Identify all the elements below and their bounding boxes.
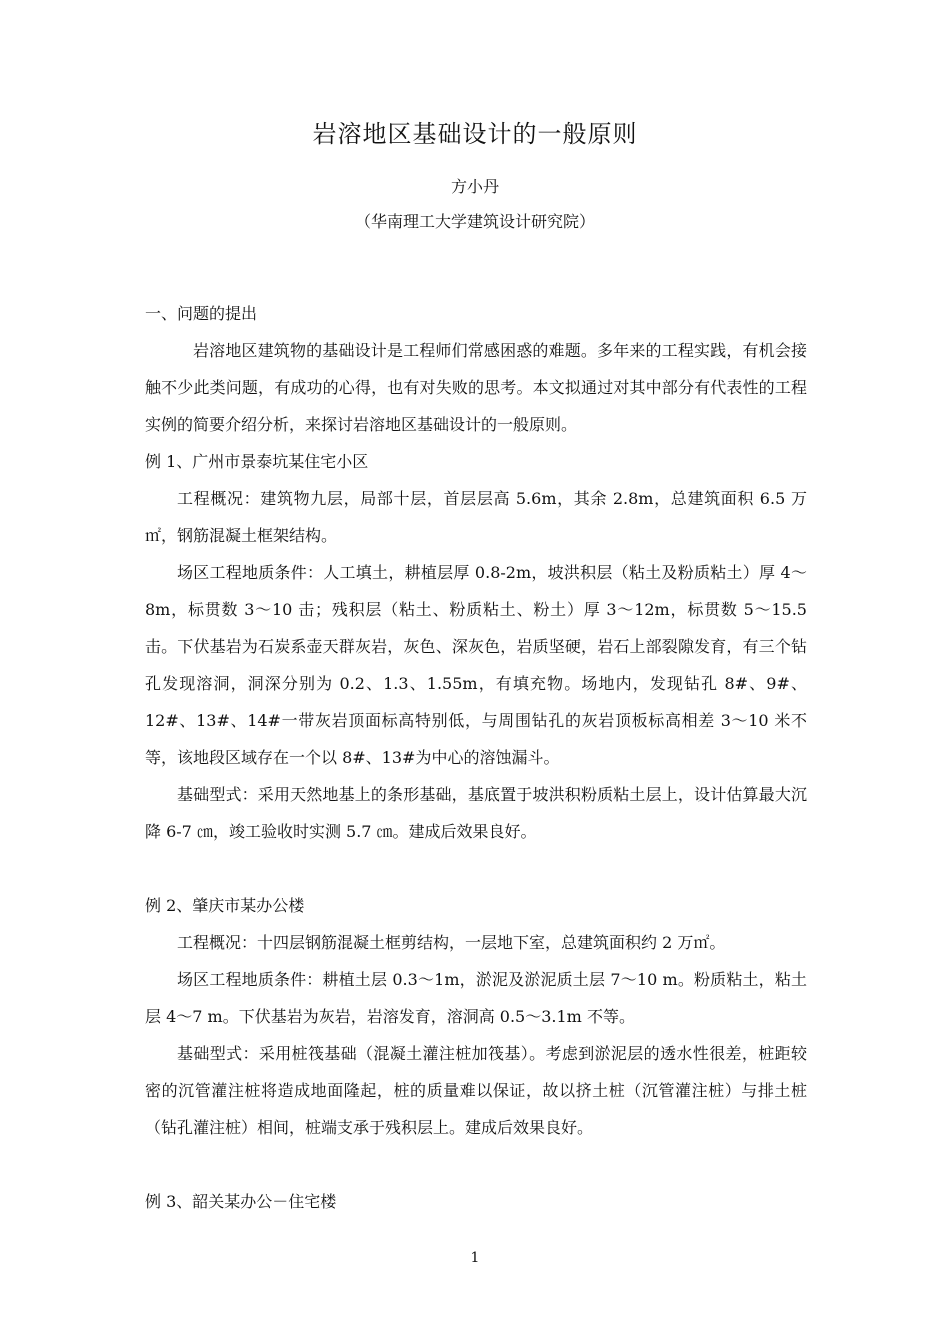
paragraph-intro: 岩溶地区建筑物的基础设计是工程师们常感困惑的难题。多年来的工程实践，有机会接触不少此类问题，有成功的心得，也有对失败的思考。本文拟通过对其中部分有代表性的工程实例的简要介绍分析，来探讨岩溶地区基础设计的一般原则。 bbox=[145, 341, 807, 434]
example-1-overview: 工程概况：建筑物九层，局部十层，首层层高 5.6m，其余 2.8m，总建筑面积 6.5 万㎡，钢筋混凝土框架结构。 bbox=[145, 489, 807, 545]
author-name: 方小丹 bbox=[450, 177, 499, 196]
document-title: 岩溶地区基础设计的一般原则 bbox=[312, 120, 638, 148]
example-3-heading: 例 3、韶关某办公－住宅楼 bbox=[145, 1192, 337, 1211]
example-2-heading: 例 2、肇庆市某办公楼 bbox=[145, 896, 305, 915]
example-2-foundation: 基础型式：采用桩筏基础（混凝土灌注桩加筏基）。考虑到淤泥层的透水性很差，桩距较密的沉管灌注桩将造成地面隆起，桩的质量难以保证，故以挤土桩（沉管灌注桩）与排土桩（钻孔灌注桩）相间，桩端支承于残积层上。建成后效果良好。 bbox=[145, 1044, 807, 1137]
example-1-heading: 例 1、广州市景泰坑某住宅小区 bbox=[145, 452, 369, 471]
author-affiliation: （华南理工大学建筑设计研究院） bbox=[354, 212, 595, 231]
document-body bbox=[145, 295, 807, 1220]
paragraph-gap bbox=[145, 850, 807, 887]
example-2-geology: 场区工程地质条件：耕植土层 0.3～1m，淤泥及淤泥质土层 7～10 m。粉质粘土，粘土层 4～7 m。下伏基岩为灰岩，岩溶发育，溶洞高 0.5～3.1m 不等。 bbox=[145, 970, 807, 1026]
paragraph-gap bbox=[145, 1146, 807, 1183]
page-number: 1 bbox=[470, 1250, 480, 1266]
section-heading: 一、问题的提出 bbox=[145, 304, 258, 323]
example-2-overview: 工程概况：十四层钢筋混凝土框剪结构，一层地下室，总建筑面积约 2 万㎡。 bbox=[177, 933, 726, 952]
example-1-foundation: 基础型式：采用天然地基上的条形基础，基底置于坡洪积粉质粘土层上，设计估算最大沉降 6-7 ㎝，竣工验收时实测 5.7 ㎝。建成后效果良好。 bbox=[145, 785, 807, 841]
example-1-geology: 场区工程地质条件：人工填土，耕植层厚 0.8-2m，坡洪积层（粘土及粉质粘土）厚 4～8m，标贯数 3～10 击；残积层（粘土、粉质粘土、粉土）厚 3～12m，标贯数 5～15.5 击。下伏基岩为石炭系壶天群灰岩，灰色、深灰色，岩质坚硬，岩石上部裂隙发育，有三个钻孔发现溶洞，洞深分别为 0.2、1.3、1.55m，有填充物。场地内，发现钻孔 8#、9#、12#、13#、14#一带灰岩顶面标高特别低，与周围钻孔的灰岩顶板标高相差 3～10 米不等，该地段区域存在一个以 8#、13#为中心的溶蚀漏斗。 bbox=[145, 563, 807, 767]
